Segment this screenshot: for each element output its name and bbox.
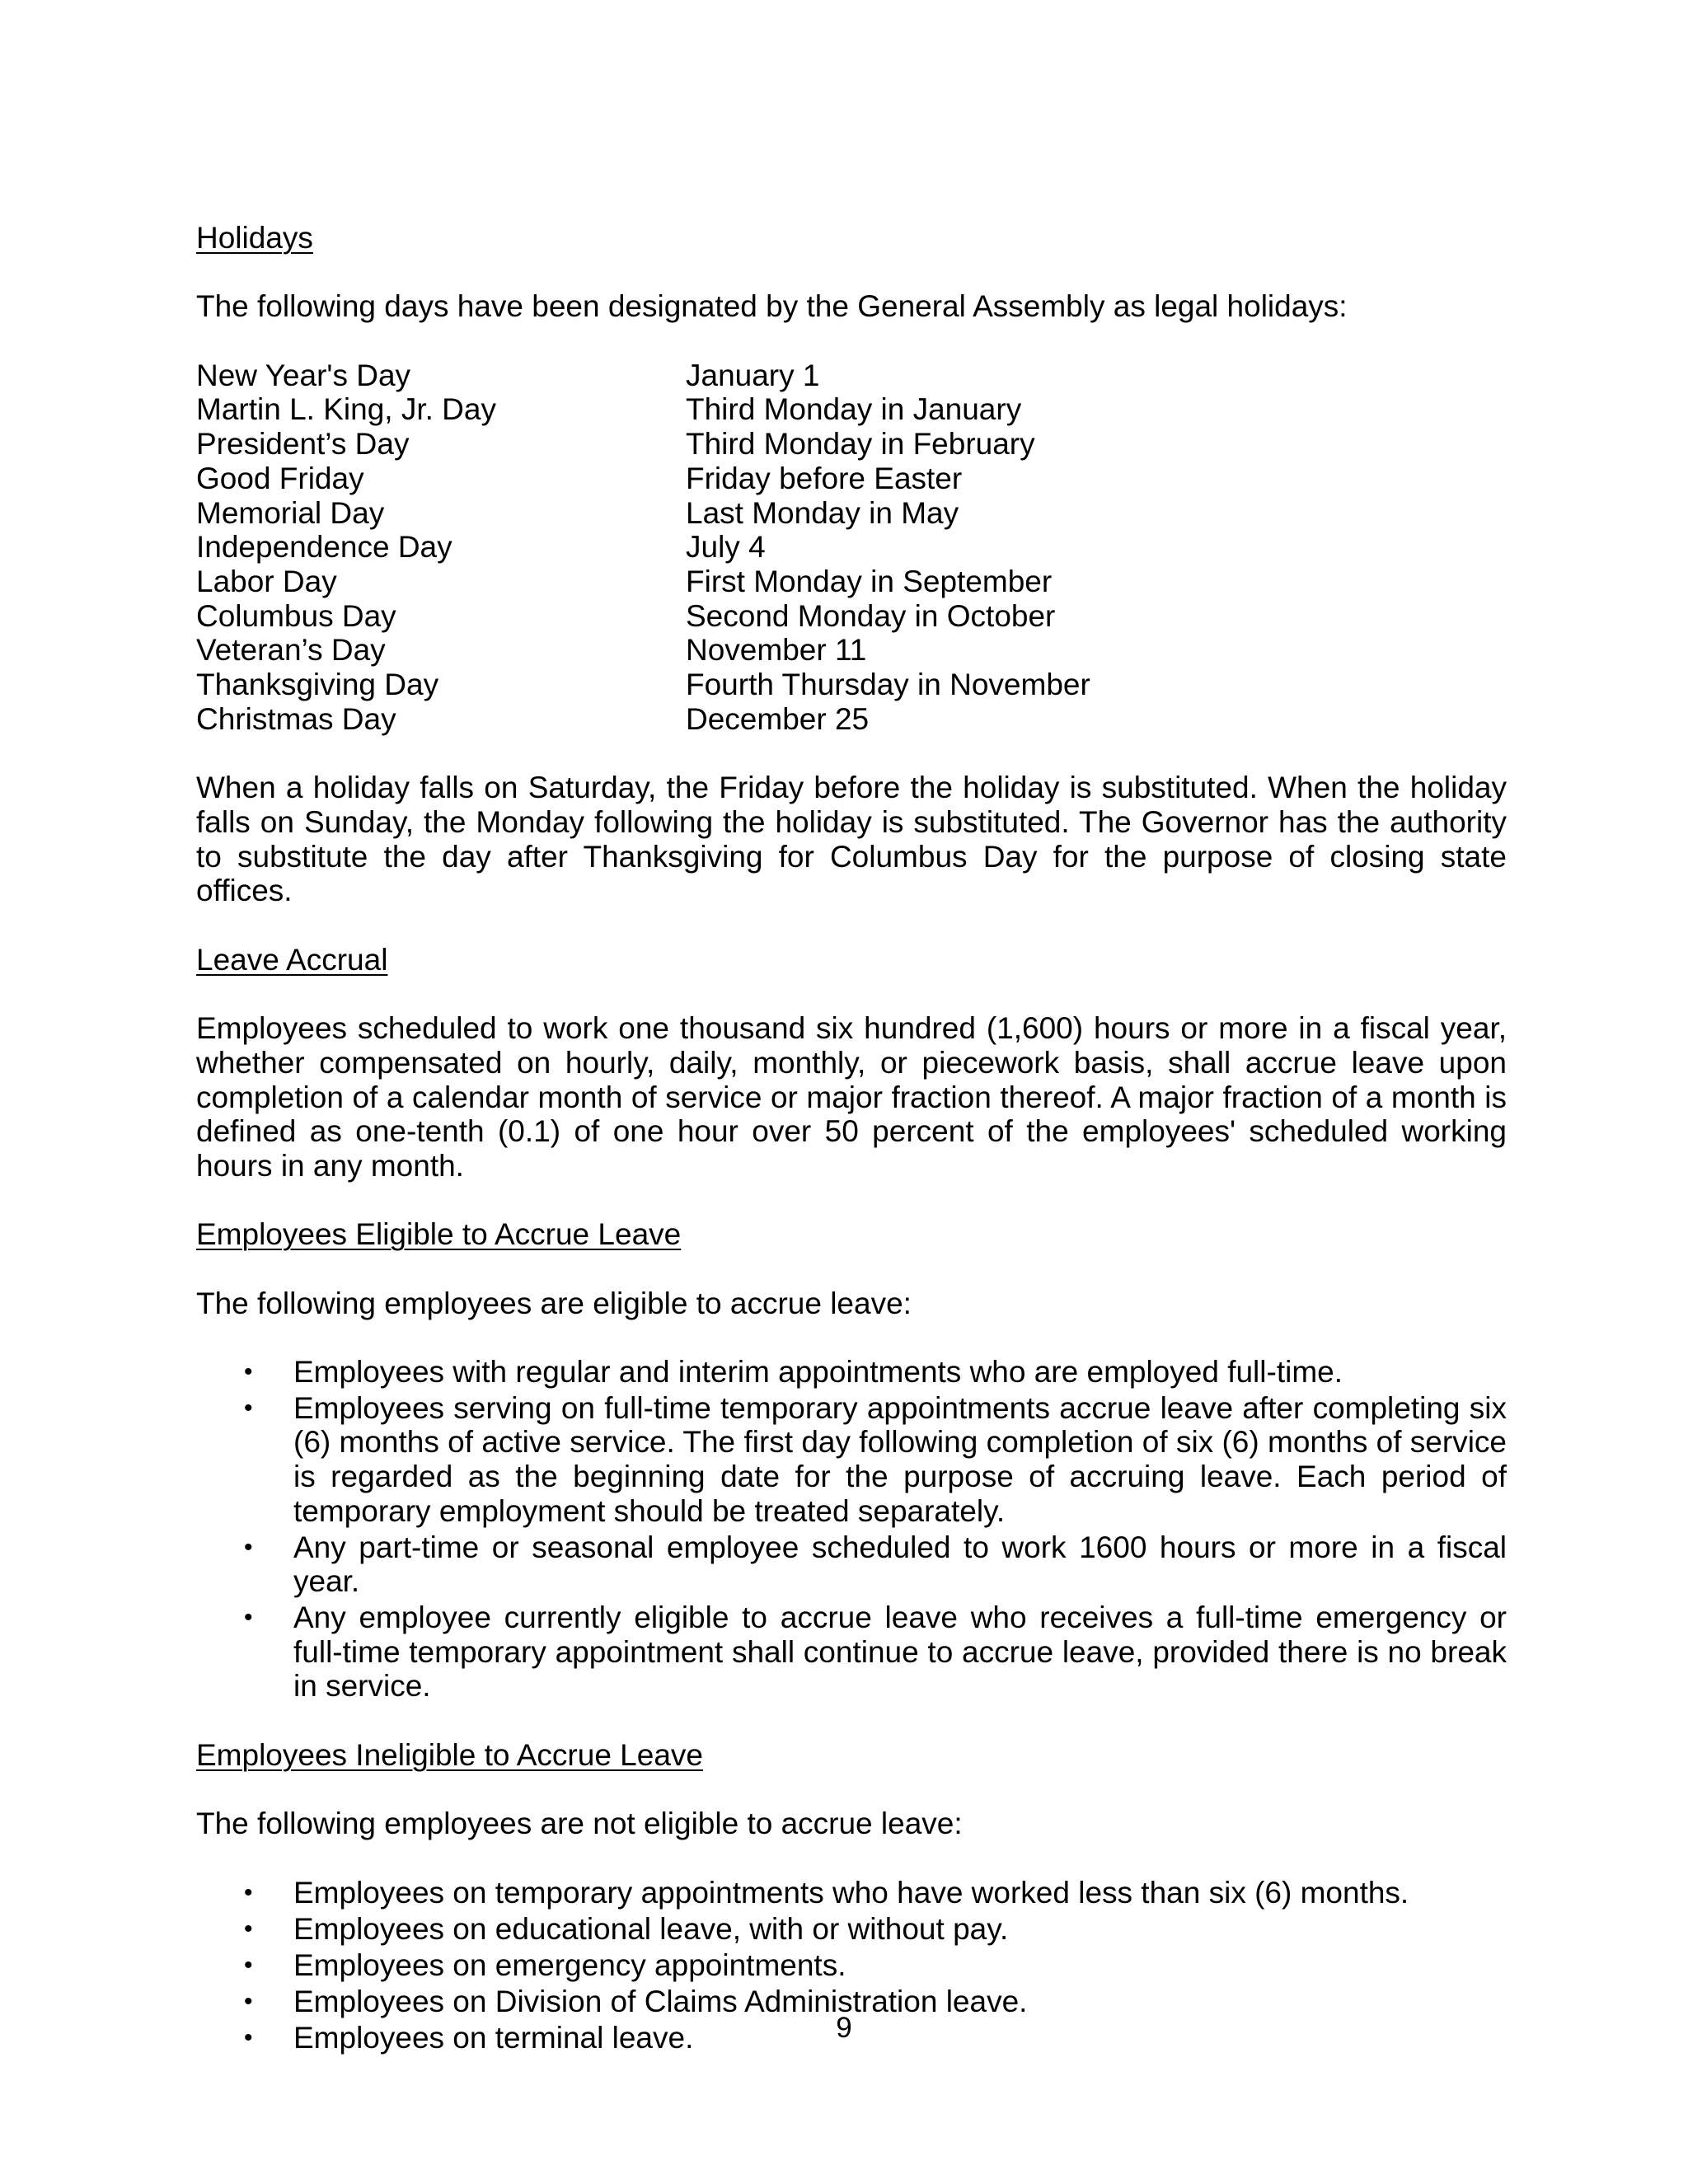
holiday-date: Third Monday in January [686, 392, 1022, 427]
holiday-name: Columbus Day [196, 598, 396, 633]
holiday-name: Thanksgiving Day [196, 668, 439, 702]
holiday-row [196, 633, 1507, 668]
holiday-name: Independence Day [196, 530, 452, 565]
bullet-icon: • [244, 2024, 253, 2052]
holiday-name: Labor Day [196, 565, 337, 598]
list-item-text: Employees with regular and interim appointments who are employed full-time. [293, 1355, 1343, 1390]
leave-accrual-paragraph: Employees scheduled to work one thousand six hundred (1,600) hours or more in a fiscal year, whether compensated on hourly, daily, monthly, or piecework basis, shall accrue leave upon completion of a calendar month of service or major fraction thereof. A major fraction of a month is defined as one-tenth (0.1) of one hour over 50 percent of the employees' scheduled working hours in any month. [196, 1011, 1507, 1183]
holiday-name: President’s Day [196, 427, 410, 462]
bullet-icon: • [244, 1915, 253, 1943]
holiday-table [196, 359, 1507, 737]
list-item-text: Employees on temporary appointments who have worked less than six (6) months. [293, 1875, 1409, 1910]
holiday-row [196, 702, 1507, 737]
holiday-row [196, 496, 1507, 531]
eligible-intro: The following employees are eligible to accrue leave: [196, 1286, 912, 1320]
leave-accrual-heading: Leave Accrual [196, 942, 388, 977]
holiday-name: Veteran’s Day [196, 633, 386, 668]
bullet-icon: • [244, 1951, 253, 1979]
bullet-icon: • [244, 1358, 253, 1386]
holiday-date: Friday before Easter [686, 461, 963, 495]
list-item [196, 1391, 1507, 1529]
bullet-icon: • [244, 1988, 253, 2016]
bullet-icon: • [244, 1533, 253, 1561]
bullet-icon: • [244, 1604, 253, 1631]
holiday-row [196, 530, 1507, 565]
eligible-heading: Employees Eligible to Accrue Leave [196, 1217, 682, 1252]
list-item-text: Employees on terminal leave. [293, 2021, 694, 2055]
holidays-intro: The following days have been designated by the General Assembly as legal holidays: [196, 289, 1348, 324]
list-item-text: Employees serving on full-time temporary appointments accrue leave after completing six (6) months of active service. The first day following completion of six (6) months of service is regarded as the beginning date for the purpose of accruing leave. Each period of temporary employment should be treated separately. [293, 1390, 1507, 1528]
holiday-date: Third Monday in February [686, 427, 1035, 462]
holiday-row [196, 565, 1507, 599]
holiday-row [196, 392, 1507, 427]
holiday-date: January 1 [686, 358, 820, 392]
holiday-date: Second Monday in October [686, 598, 1056, 633]
holiday-name: Good Friday [196, 461, 364, 495]
list-item [196, 1912, 1507, 1947]
list-item [196, 1355, 1507, 1390]
holiday-date: Last Monday in May [686, 495, 959, 530]
list-item-text: Employees on educational leave, with or without pay. [293, 1911, 1009, 1946]
list-item [196, 1601, 1507, 1704]
holiday-row [196, 668, 1507, 702]
ineligible-heading: Employees Ineligible to Accrue Leave [196, 1737, 703, 1772]
holiday-name: New Year's Day [196, 358, 411, 392]
holiday-name: Memorial Day [196, 495, 385, 530]
holiday-row [196, 427, 1507, 462]
holiday-row [196, 359, 1507, 393]
document-page [196, 221, 1507, 2055]
holiday-row [196, 599, 1507, 634]
holiday-name: Christmas Day [196, 701, 396, 736]
ineligible-intro: The following employees are not eligible to accrue leave: [196, 1807, 963, 1841]
list-item-text: Any employee currently eligible to accrue leave who receives a full-time emergency or full-time temporary appointment shall continue to accrue leave, provided there is no break in service. [293, 1601, 1507, 1704]
list-item [196, 1948, 1507, 1983]
list-item [196, 1530, 1507, 1599]
holiday-name: Martin L. King, Jr. Day [196, 392, 496, 427]
holiday-substitution-paragraph: When a holiday falls on Saturday, the Friday before the holiday is substituted. When the holiday falls on Sunday, the Monday following the holiday is substituted. The Governor has the authority to substitute the day after Thanksgiving for Columbus Day for the purpose of closing state offices. [196, 771, 1507, 908]
list-item-text: Employees on Division of Claims Administration leave. [293, 1985, 1028, 2019]
holiday-date: November 11 [686, 633, 867, 668]
list-item-text: Any part-time or seasonal employee scheduled to work 1600 hours or more in a fiscal year. [293, 1530, 1507, 1599]
page-number: 9 [836, 2012, 852, 2044]
list-item [196, 1876, 1507, 1910]
bullet-icon: • [244, 1394, 253, 1422]
holiday-date: December 25 [686, 701, 870, 736]
eligible-list [196, 1355, 1507, 1704]
holidays-heading: Holidays [196, 221, 313, 255]
holiday-date: First Monday in September [686, 565, 1053, 598]
holiday-date: Fourth Thursday in November [686, 668, 1090, 702]
holiday-row [196, 462, 1507, 496]
list-item-text: Employees on emergency appointments. [293, 1947, 846, 1982]
bullet-icon: • [244, 1878, 253, 1906]
holiday-date: July 4 [686, 530, 766, 565]
